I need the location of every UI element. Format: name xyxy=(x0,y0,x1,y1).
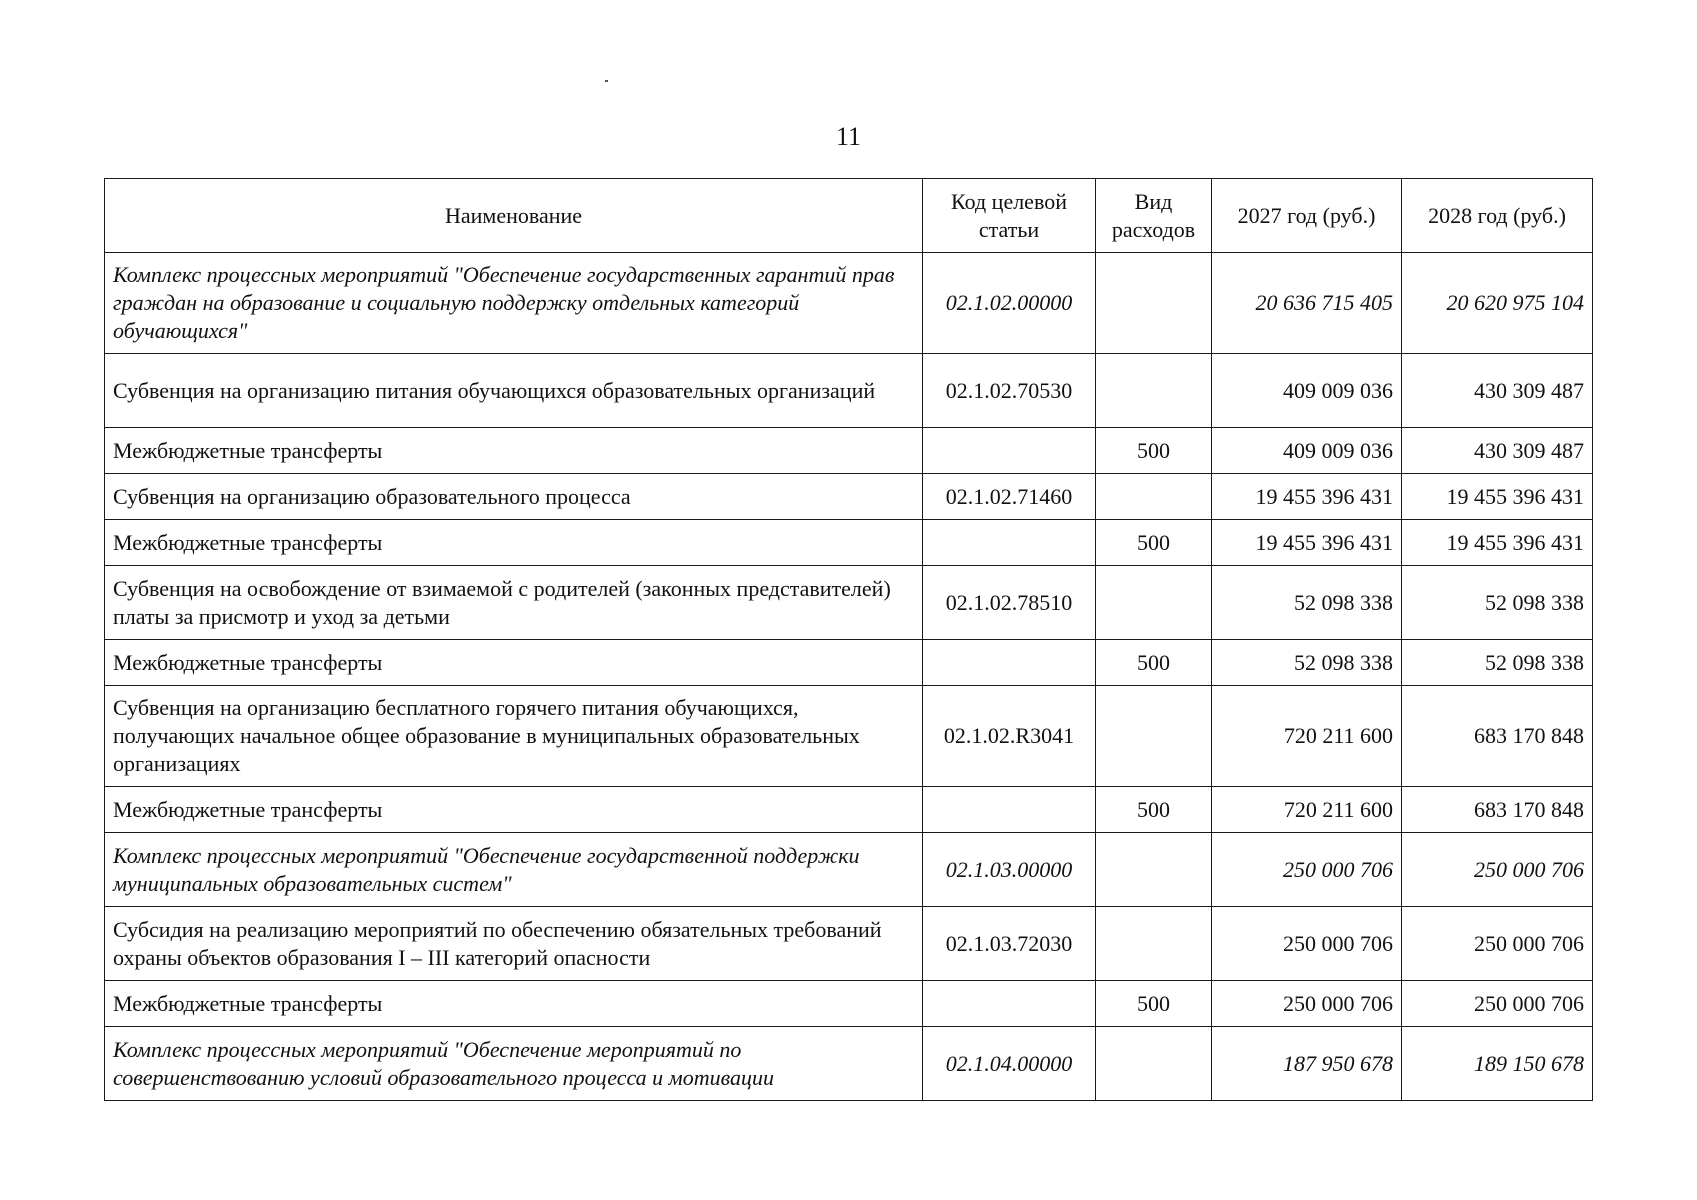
row-kind xyxy=(1096,1027,1212,1101)
row-name: Комплекс процессных мероприятий "Обеспечение государственной поддержки муниципальных образовательных систем" xyxy=(105,833,923,907)
table-row xyxy=(105,253,1593,354)
table-header-row xyxy=(105,179,1593,253)
row-kind xyxy=(1096,686,1212,787)
row-2027: 52 098 338 xyxy=(1212,566,1402,640)
row-name: Субвенция на организацию образовательного процесса xyxy=(105,474,923,520)
row-2027: 720 211 600 xyxy=(1212,686,1402,787)
row-name: Межбюджетные трансферты xyxy=(105,787,923,833)
row-name: Субвенция на организацию питания обучающихся образовательных организаций xyxy=(105,354,923,428)
row-code xyxy=(923,787,1096,833)
row-name: Комплекс процессных мероприятий "Обеспечение мероприятий по совершенствованию условий образовательного процесса и мотивации xyxy=(105,1027,923,1101)
row-2027: 19 455 396 431 xyxy=(1212,474,1402,520)
row-name: Субвенция на организацию бесплатного горячего питания обучающихся, получающих начальное общее образование в муниципальных образовательных организациях xyxy=(105,686,923,787)
row-kind: 500 xyxy=(1096,428,1212,474)
header-name: Наименование xyxy=(105,179,923,253)
row-kind xyxy=(1096,907,1212,981)
row-2028: 430 309 487 xyxy=(1402,354,1593,428)
row-2028: 683 170 848 xyxy=(1402,787,1593,833)
row-name: Межбюджетные трансферты xyxy=(105,428,923,474)
row-2028: 20 620 975 104 xyxy=(1402,253,1593,354)
table-row xyxy=(105,640,1593,686)
row-kind xyxy=(1096,253,1212,354)
row-code: 02.1.02.78510 xyxy=(923,566,1096,640)
row-2028: 19 455 396 431 xyxy=(1402,474,1593,520)
table-row xyxy=(105,474,1593,520)
table-row xyxy=(105,354,1593,428)
header-2027: 2027 год (руб.) xyxy=(1212,179,1402,253)
row-2027: 52 098 338 xyxy=(1212,640,1402,686)
table-row xyxy=(105,833,1593,907)
row-2027: 19 455 396 431 xyxy=(1212,520,1402,566)
row-2027: 409 009 036 xyxy=(1212,354,1402,428)
table-row xyxy=(105,981,1593,1027)
row-2027: 250 000 706 xyxy=(1212,907,1402,981)
row-kind: 500 xyxy=(1096,787,1212,833)
row-2027: 250 000 706 xyxy=(1212,981,1402,1027)
row-name: Комплекс процессных мероприятий "Обеспечение государственных гарантий прав граждан на образование и социальную поддержку отдельных категорий обучающихся" xyxy=(105,253,923,354)
header-code: Код целевой статьи xyxy=(923,179,1096,253)
row-2027: 20 636 715 405 xyxy=(1212,253,1402,354)
scan-speck xyxy=(605,80,608,82)
row-kind: 500 xyxy=(1096,640,1212,686)
row-kind xyxy=(1096,354,1212,428)
row-kind xyxy=(1096,833,1212,907)
row-2028: 250 000 706 xyxy=(1402,981,1593,1027)
table-row xyxy=(105,428,1593,474)
row-name: Межбюджетные трансферты xyxy=(105,981,923,1027)
row-kind xyxy=(1096,566,1212,640)
table-row xyxy=(105,686,1593,787)
row-code: 02.1.02.70530 xyxy=(923,354,1096,428)
row-kind: 500 xyxy=(1096,981,1212,1027)
row-name: Межбюджетные трансферты xyxy=(105,640,923,686)
row-code xyxy=(923,640,1096,686)
header-kind: Вид расходов xyxy=(1096,179,1212,253)
table-row xyxy=(105,787,1593,833)
row-2028: 52 098 338 xyxy=(1402,640,1593,686)
row-name: Субвенция на освобождение от взимаемой с родителей (законных представителей) платы за присмотр и уход за детьми xyxy=(105,566,923,640)
table-body xyxy=(105,253,1593,1101)
row-2028: 250 000 706 xyxy=(1402,907,1593,981)
row-code: 02.1.02.R3041 xyxy=(923,686,1096,787)
row-code xyxy=(923,428,1096,474)
row-2028: 683 170 848 xyxy=(1402,686,1593,787)
row-kind: 500 xyxy=(1096,520,1212,566)
row-name: Субсидия на реализацию мероприятий по обеспечению обязательных требований охраны объектов образования I – III категорий опасности xyxy=(105,907,923,981)
row-2027: 720 211 600 xyxy=(1212,787,1402,833)
table-row xyxy=(105,1027,1593,1101)
row-2027: 187 950 678 xyxy=(1212,1027,1402,1101)
table-row xyxy=(105,566,1593,640)
row-code: 02.1.04.00000 xyxy=(923,1027,1096,1101)
row-2028: 430 309 487 xyxy=(1402,428,1593,474)
row-code: 02.1.03.00000 xyxy=(923,833,1096,907)
row-code xyxy=(923,981,1096,1027)
page-number: 11 xyxy=(835,122,862,151)
budget-table xyxy=(104,178,1593,1101)
row-code: 02.1.03.72030 xyxy=(923,907,1096,981)
row-2027: 409 009 036 xyxy=(1212,428,1402,474)
row-code xyxy=(923,520,1096,566)
table-row xyxy=(105,520,1593,566)
row-2028: 19 455 396 431 xyxy=(1402,520,1593,566)
header-2028: 2028 год (руб.) xyxy=(1402,179,1593,253)
row-2028: 52 098 338 xyxy=(1402,566,1593,640)
row-2028: 250 000 706 xyxy=(1402,833,1593,907)
row-2027: 250 000 706 xyxy=(1212,833,1402,907)
table-row xyxy=(105,907,1593,981)
row-code: 02.1.02.00000 xyxy=(923,253,1096,354)
row-code: 02.1.02.71460 xyxy=(923,474,1096,520)
row-name: Межбюджетные трансферты xyxy=(105,520,923,566)
row-2028: 189 150 678 xyxy=(1402,1027,1593,1101)
row-kind xyxy=(1096,474,1212,520)
